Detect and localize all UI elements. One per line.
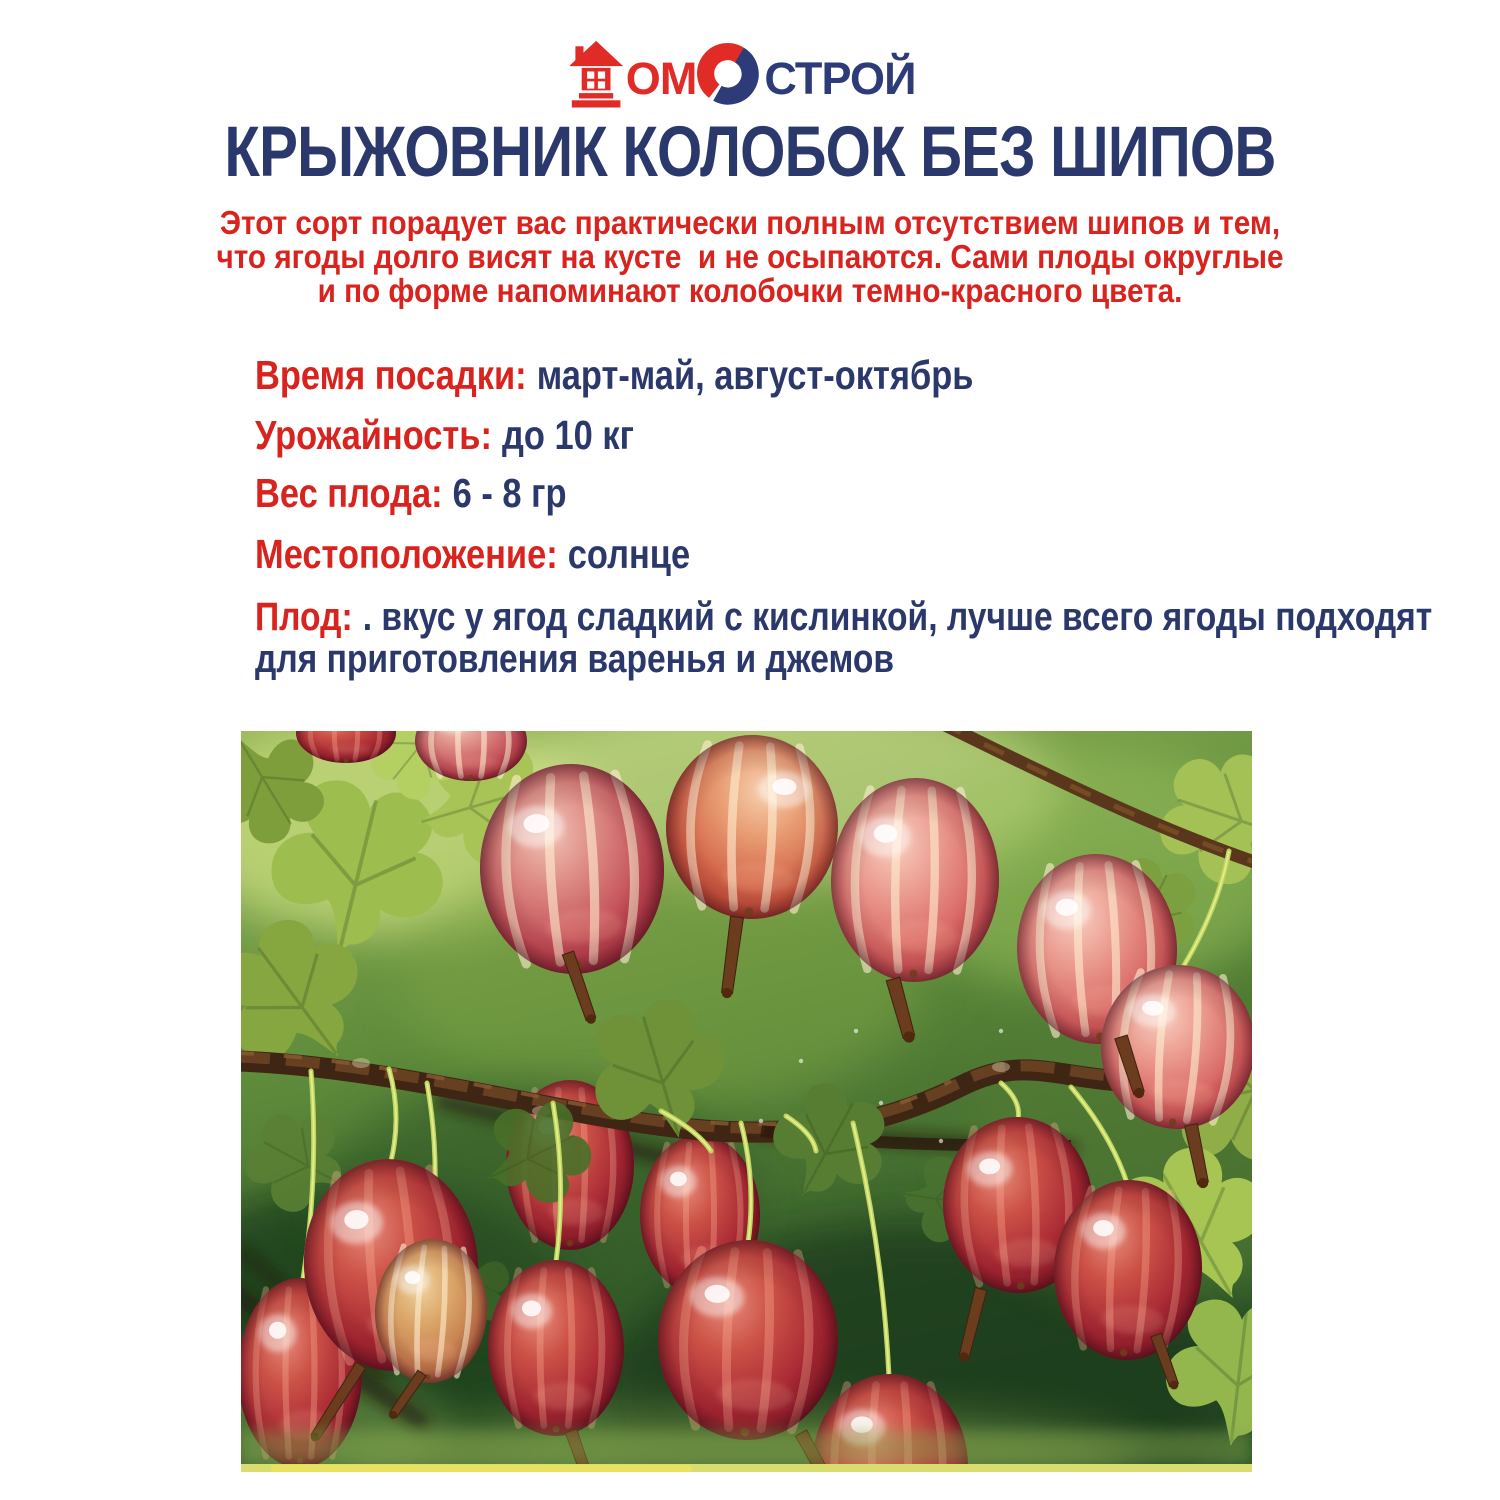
- attribute-row-fruit: [255, 596, 1432, 680]
- attribute-value: солнце: [567, 531, 691, 577]
- bottom-grass-strip: [241, 1431, 1252, 1472]
- attribute-value: 6 - 8 гр: [452, 470, 567, 516]
- attribute-label: Время посадки:: [255, 352, 527, 398]
- attribute-label: Урожайность:: [255, 412, 492, 458]
- attribute-row-planting-time: [255, 352, 973, 399]
- attribute-label: Вес плода:: [255, 470, 443, 516]
- attribute-label: Плод:: [255, 595, 353, 639]
- product-photo: [241, 731, 1252, 1472]
- product-description: [75, 206, 1425, 308]
- attribute-label: Местоположение:: [255, 531, 558, 577]
- attribute-value: . вкус у ягод сладкий с кислинкой, лучше всего ягоды подходят: [362, 595, 1433, 639]
- attribute-value: до 10 кг: [502, 412, 634, 458]
- circular-arrows-icon: [706, 52, 751, 97]
- attribute-value: для приготовления варенья и джемов: [255, 637, 895, 681]
- brand-text-om: ОМ: [625, 53, 697, 104]
- house-icon: [570, 41, 623, 108]
- description-line: и по форме напоминают колобочки темно-красного цвета.: [317, 272, 1183, 309]
- gooseberries-illustration: [241, 731, 1252, 1472]
- attribute-row-yield: [255, 412, 634, 459]
- attribute-row-fruit-weight: [255, 470, 567, 517]
- brand-logo: [570, 38, 930, 114]
- description-line: Этот сорт порадует вас практически полным отсутствием шипов и тем,: [219, 204, 1281, 241]
- attribute-value: март-май, август-октябрь: [536, 352, 974, 398]
- description-line: что ягоды долго висят на кусте и не осыпаются. Сами плоды округлые: [216, 238, 1284, 275]
- product-title: КРЫЖОВНИК КОЛОБОК БЕЗ ШИПОВ: [224, 113, 1276, 192]
- gooseberry: [488, 1260, 624, 1436]
- brand-text-stroy: СТРОЙ: [764, 53, 916, 104]
- attribute-row-location: [255, 531, 690, 578]
